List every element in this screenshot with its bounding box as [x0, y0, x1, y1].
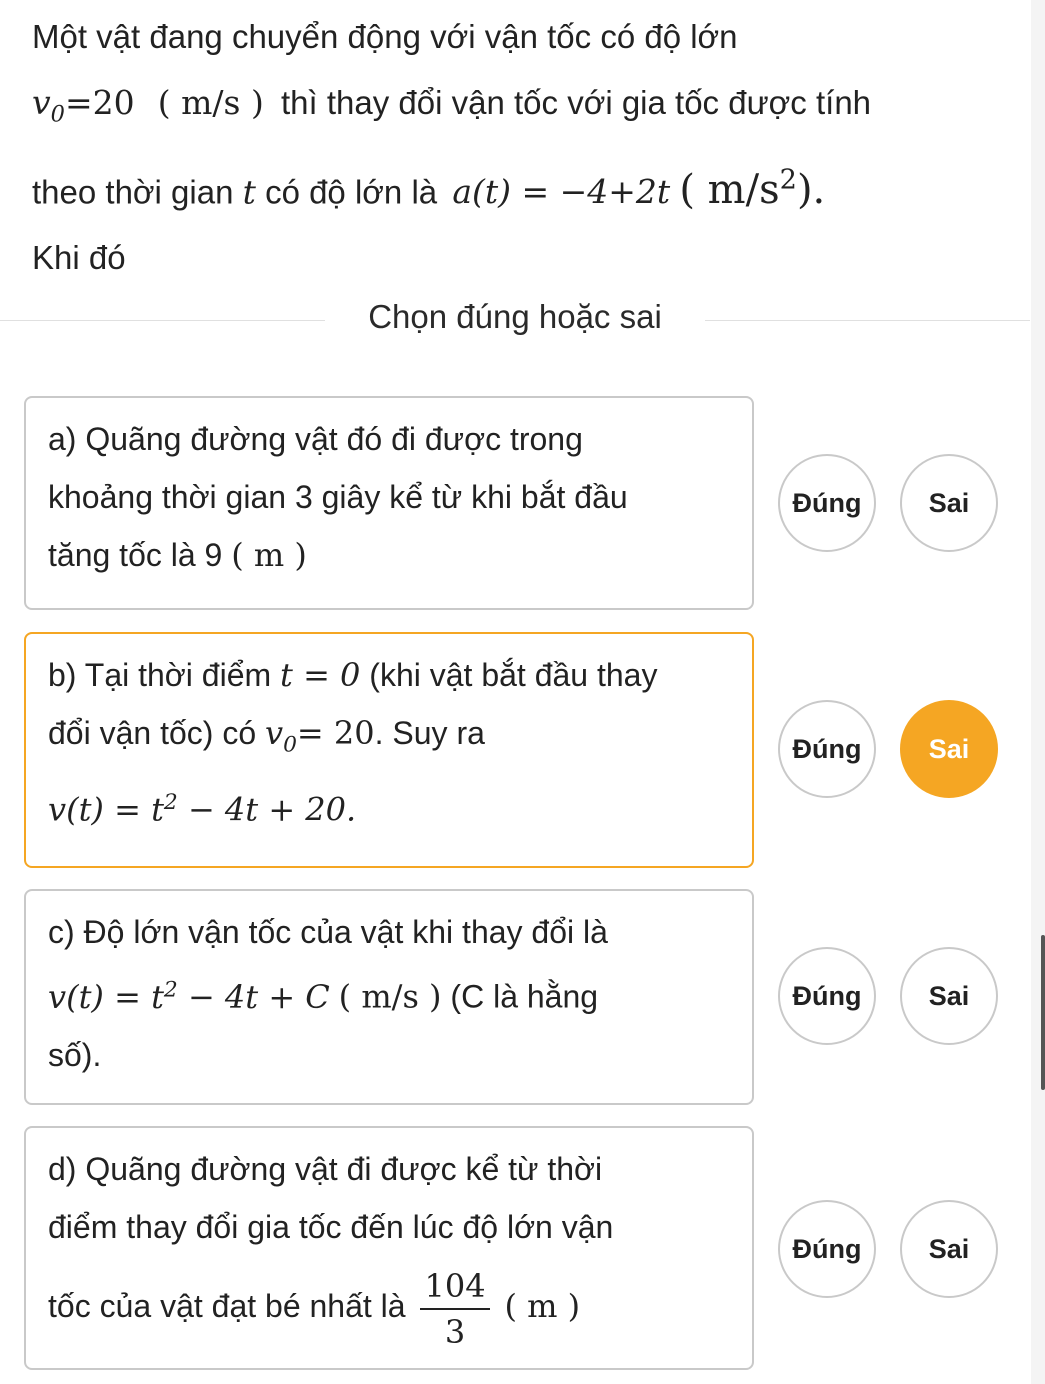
section-title: Chọn đúng hoặc sai — [368, 298, 662, 335]
scrollbar-thumb[interactable] — [1041, 935, 1045, 1090]
unit-ms: ( m/s ) — [157, 83, 264, 122]
statement-text-b: b) Tại thời điểm t = 0 (khi vật bắt đầu thay đổi vận tốc) có $v_0= 20$. Suy ra $v(t) = t^2 - 4t + 20$. — [48, 646, 738, 839]
statement-text-c: c) Độ lớn vận tốc của vật khi thay đổi là $v(t) = t^2 - 4t + C$ ( m/s ) (C là hằng số). — [48, 914, 608, 1073]
scrollbar-track[interactable] — [1031, 0, 1045, 1384]
true-button-a[interactable]: Đúng — [778, 454, 876, 552]
question-line-2: $v_0=20$ ( m/s ) thì thay đổi vận tốc với gia tốc được tính — [32, 83, 872, 128]
true-button-b[interactable]: Đúng — [778, 700, 876, 798]
statement-card-c — [24, 889, 754, 1105]
false-button-d[interactable]: Sai — [900, 1200, 998, 1298]
false-button-a[interactable]: Sai — [900, 454, 998, 552]
false-button-c[interactable]: Sai — [900, 947, 998, 1045]
v0-symbol: $v_0$ — [32, 83, 65, 128]
accel-expression: a(t) = −4+2t — [452, 171, 671, 211]
velocity-expression-c: $v(t) = t^2 - 4t + C$ — [48, 977, 330, 1016]
true-button-d[interactable]: Đúng — [778, 1200, 876, 1298]
statement-card-a — [24, 396, 754, 610]
true-button-c[interactable]: Đúng — [778, 947, 876, 1045]
fraction-104-3: $\frac{104}{3}$ — [420, 1264, 489, 1354]
statement-text-a: a) Quãng đường vật đó đi được trong khoảng thời gian 3 giây kể từ khi bắt đầu tăng tốc là 9 ( m ) — [48, 421, 628, 574]
question-line-4: Khi đó — [32, 238, 126, 276]
question-line-3: theo thời gian t có độ lớn là a(t) = −4+2t ( $m/s^2$). — [32, 164, 826, 213]
velocity-expression-b: $v(t) = t^2 - 4t + 20$. — [48, 790, 357, 830]
question-line-1: Một vật đang chuyển động với vận tốc có độ lớn — [32, 18, 738, 55]
question-text — [32, 4, 1002, 291]
divider-line-right — [705, 320, 1030, 321]
false-button-b[interactable]: Sai — [900, 700, 998, 798]
section-divider — [0, 290, 1030, 350]
statement-card-b — [24, 632, 754, 868]
statement-text-d: d) Quãng đường vật đi được kể từ thời điểm thay đổi gia tốc đến lúc độ lớn vận tốc của vật đạt bé nhất là $\frac{104}{3}$ ( m ) — [48, 1140, 738, 1356]
statement-card-d — [24, 1126, 754, 1370]
